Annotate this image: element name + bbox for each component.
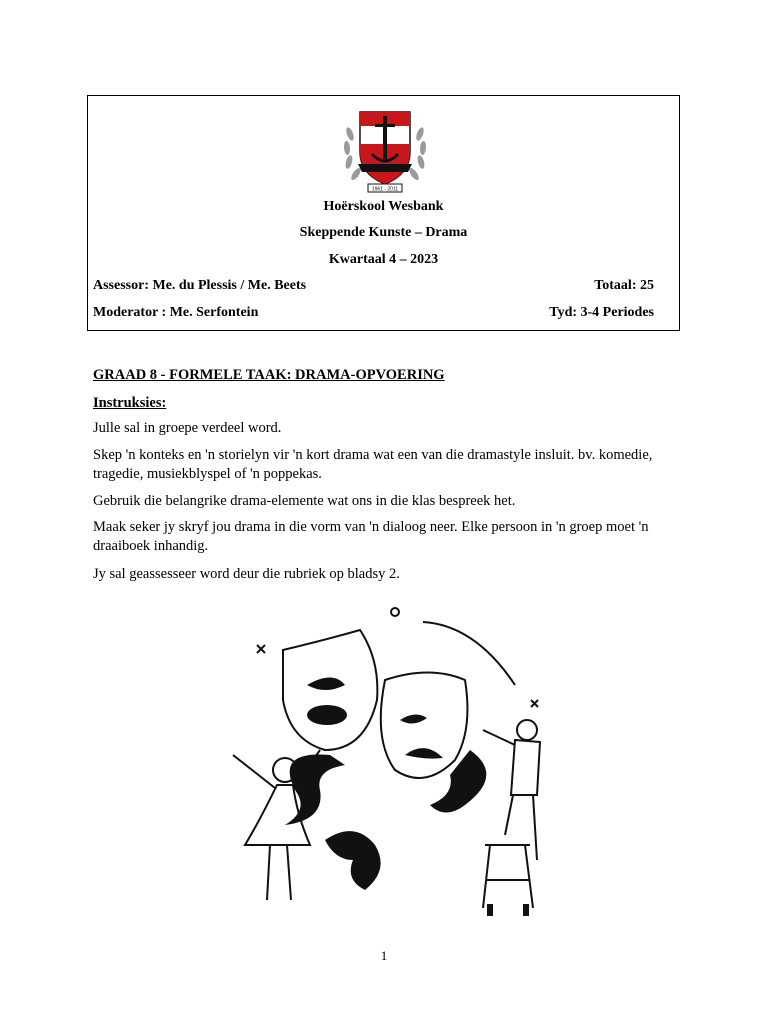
task-title: GRAAD 8 - FORMELE TAAK: DRAMA-OPVOERING	[93, 367, 445, 383]
drama-masks-illustration	[215, 590, 565, 920]
page-number: 1	[380, 948, 388, 963]
instruction-paragraph: Maak seker jy skryf jou drama in die vorm van 'n dialoog neer. Elke persoon in 'n groep moet 'n draaiboek inhandig.	[93, 519, 649, 554]
moderator-row	[93, 305, 654, 321]
term-title: Kwartaal 4 – 2023	[328, 252, 439, 267]
assessor-row	[93, 278, 654, 294]
crest-years: 1961 - 2011	[371, 186, 399, 193]
school-crest-icon	[338, 104, 432, 194]
time-label: Tyd: 3-4 Periodes	[549, 305, 654, 320]
instruction-paragraph: Jy sal geassesseer word deur die rubriek op bladsy 2.	[93, 566, 400, 582]
moderator-label: Moderator : Me. Serfontein	[93, 305, 259, 320]
instructions-heading: Instruksies:	[93, 395, 167, 411]
subject-title: Skeppende Kunste – Drama	[299, 225, 468, 240]
assessor-label: Assessor: Me. du Plessis / Me. Beets	[93, 278, 307, 293]
total-label: Totaal: 25	[594, 278, 654, 293]
instruction-paragraph: Gebruik die belangrike drama-elemente wat ons in die klas bespreek het.	[93, 493, 516, 509]
school-name: Hoërskool Wesbank	[323, 199, 444, 214]
instruction-paragraph: Skep 'n konteks en 'n storielyn vir 'n kort drama wat een van die dramastyle insluit. bv. komedie, tragedie, musiekblyspel of 'n poppekas.	[93, 447, 653, 482]
instruction-paragraph: Julle sal in groepe verdeel word.	[93, 420, 282, 436]
header-box	[87, 95, 680, 331]
